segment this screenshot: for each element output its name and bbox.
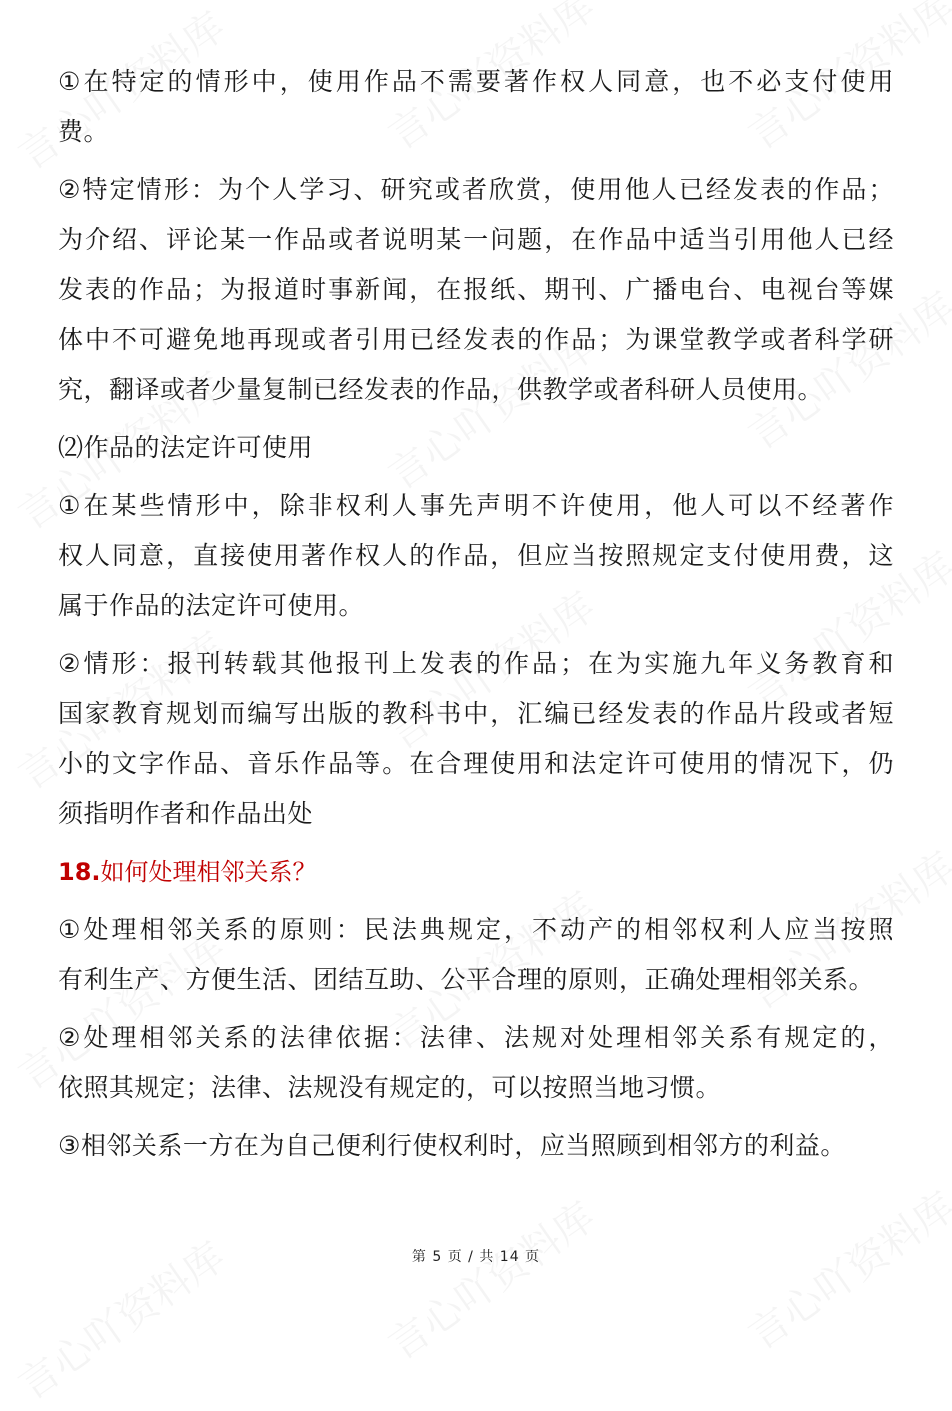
text-line: ②特定情形：为个人学习、研究或者欣赏，使用他人已经发表的作品； bbox=[58, 175, 894, 204]
text-line: ①在特定的情形中，使用作品不需要著作权人同意，也不必支付使用 bbox=[58, 67, 894, 96]
heading-text: 如何处理相邻关系？ bbox=[100, 858, 317, 886]
paragraphs-section-2 bbox=[58, 910, 894, 1176]
text-line: 国家教育规划而编写出版的教科书中，汇编已经发表的作品片段或者短 bbox=[58, 699, 894, 728]
paragraph bbox=[58, 62, 894, 162]
text-line: 为介绍、评论某一作品或者说明某一问题，在作品中适当引用他人已经 bbox=[58, 225, 894, 254]
paragraph bbox=[58, 170, 894, 420]
text-line: 有利生产、方便生活、团结互助、公平合理的原则，正确处理相邻关系。 bbox=[58, 965, 875, 994]
text-line: ①在某些情形中，除非权利人事先声明不许使用，他人可以不经著作 bbox=[58, 491, 894, 520]
section-heading bbox=[58, 852, 894, 910]
paragraph bbox=[58, 644, 894, 844]
text-line: ②情形：报刊转载其他报刊上发表的作品；在为实施九年义务教育和 bbox=[58, 649, 894, 678]
paragraphs-section-1 bbox=[58, 62, 894, 844]
text-line: 发表的作品；为报道时事新闻，在报纸、期刊、广播电台、电视台等媒 bbox=[58, 275, 894, 304]
text-line: ②处理相邻关系的法律依据：法律、法规对处理相邻关系有规定的， bbox=[58, 1023, 894, 1052]
text-line: 权人同意，直接使用著作权人的作品，但应当按照规定支付使用费，这 bbox=[58, 541, 894, 570]
paragraph bbox=[58, 1018, 894, 1118]
paragraph bbox=[58, 486, 894, 636]
text-line: 究，翻译或者少量复制已经发表的作品，供教学或者科研人员使用。 bbox=[58, 375, 824, 404]
text-line: 费。 bbox=[58, 117, 110, 146]
watermark-text bbox=[735, 1176, 952, 1360]
text-line: ①处理相邻关系的原则：民法典规定，不动产的相邻权利人应当按照 bbox=[58, 915, 894, 944]
paragraph bbox=[58, 910, 894, 1010]
document-body bbox=[58, 62, 894, 1184]
text-line: 小的文字作品、音乐作品等。在合理使用和法定许可使用的情况下，仍 bbox=[58, 749, 894, 778]
text-line: 依照其规定；法律、法规没有规定的，可以按照当地习惯。 bbox=[58, 1073, 722, 1102]
page-footer: 第 5 页 / 共 14 页 bbox=[411, 1249, 541, 1265]
text-line: ⑵作品的法定许可使用 bbox=[58, 433, 314, 462]
text-line: ③相邻关系一方在为自己便利行使权利时，应当照顾到相邻方的利益。 bbox=[58, 1131, 846, 1160]
text-line: 属于作品的法定许可使用。 bbox=[58, 591, 365, 620]
text-line: 须指明作者和作品出处 bbox=[58, 799, 314, 828]
heading-number: 18. bbox=[58, 858, 101, 886]
paragraph bbox=[58, 428, 894, 478]
text-line: 体中不可避免地再现或者引用已经发表的作品；为课堂教学或者科学研 bbox=[58, 325, 894, 354]
paragraph bbox=[58, 1126, 894, 1176]
watermark-text bbox=[375, 1186, 604, 1370]
